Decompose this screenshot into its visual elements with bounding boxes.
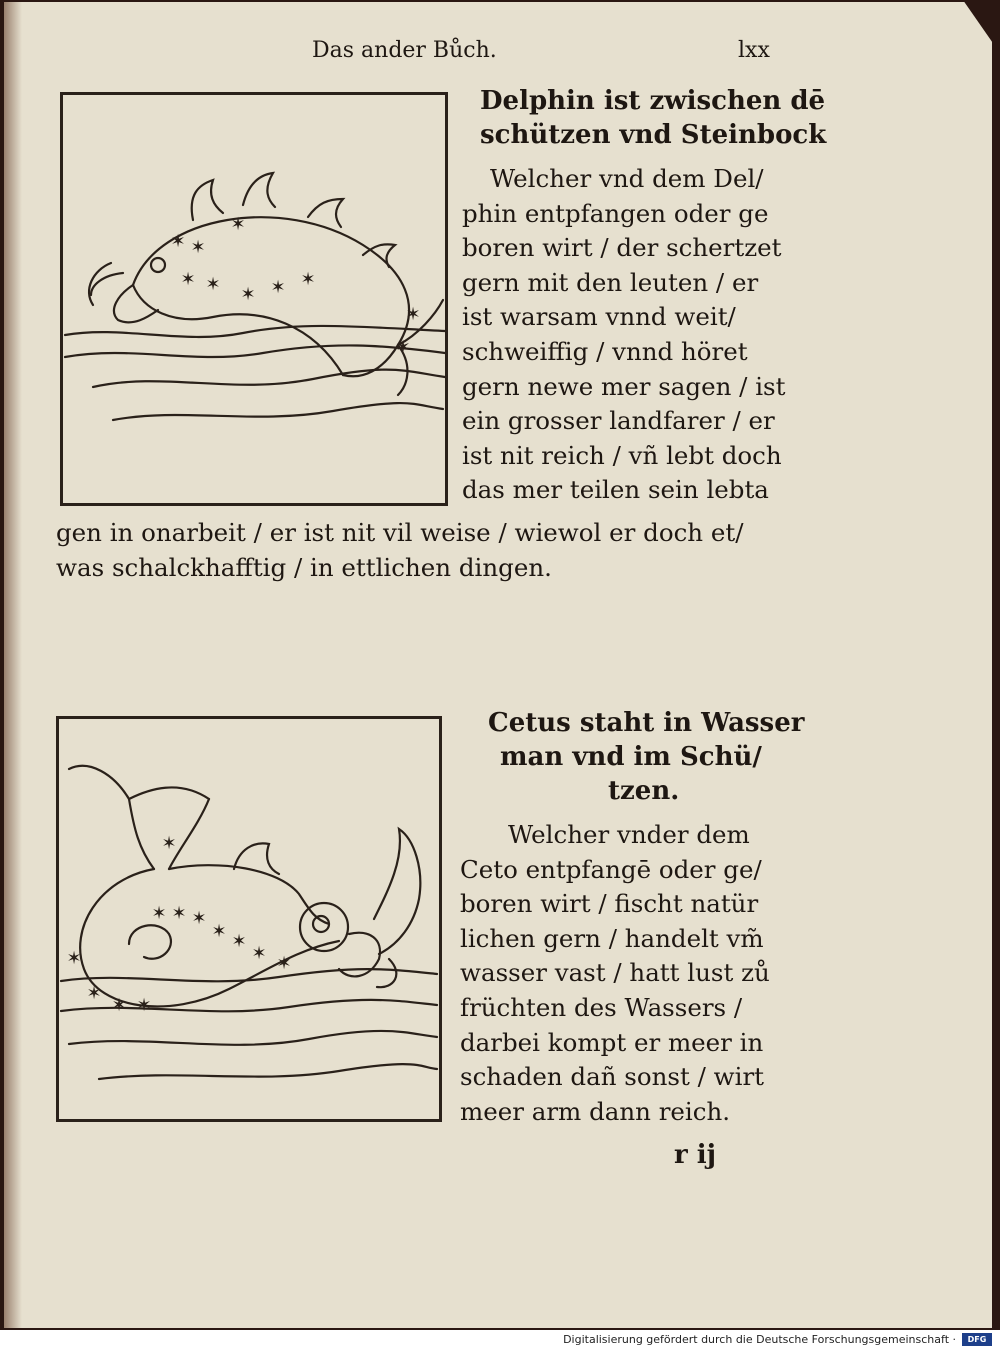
svg-text:✶: ✶	[190, 237, 206, 258]
cetus-heading	[488, 706, 804, 808]
svg-text:✶: ✶	[170, 231, 186, 252]
svg-text:✶: ✶	[180, 269, 196, 290]
dfg-logo-icon: DFG	[962, 1333, 992, 1346]
cetus-body-line-7: darbei kompt er meer in	[460, 1027, 764, 1057]
delphin-heading-line-1: Delphin ist zwischen dē	[480, 86, 826, 116]
signature-mark: r ij	[674, 1140, 717, 1170]
cetus-body-line-4: lichen gern / handelt vm̃	[460, 923, 764, 953]
delphin-woodcut	[60, 92, 448, 506]
delphin-body	[462, 162, 785, 508]
delphin-body-line-1: Welcher vnd dem Del/	[490, 164, 764, 193]
svg-text:✶: ✶	[171, 903, 187, 924]
binding-shadow	[4, 2, 22, 1328]
cetus-heading-line-2: man vnd im Schü/	[500, 742, 762, 772]
delphin-body-line-4: gern mit den leuten / er	[462, 267, 759, 297]
delphin-body-line-10: das mer teilen sein lebta	[462, 475, 769, 505]
svg-text:✶: ✶	[231, 931, 247, 952]
cetus-body-line-9: meer arm dann reich.	[460, 1096, 731, 1126]
dolphin-illustration-icon	[63, 95, 445, 503]
cetus-body-line-8: schaden dañ sonst / wirt	[460, 1062, 765, 1092]
delphin-body-line-7: gern newe mer sagen / ist	[462, 371, 786, 401]
cetus-heading-line-3: tzen.	[608, 776, 680, 806]
svg-text:✶: ✶	[211, 921, 227, 942]
svg-text:✶: ✶	[66, 948, 82, 969]
svg-text:✶: ✶	[136, 995, 152, 1016]
svg-text:✶: ✶	[151, 903, 167, 924]
whale-illustration-icon	[59, 719, 439, 1119]
delphin-wide-line-1: gen in onarbeit / er ist nit vil weise / wiewol er doch et/	[56, 518, 744, 547]
svg-text:✶: ✶	[251, 943, 267, 964]
delphin-body-line-8: ein grosser landfarer / er	[462, 406, 775, 436]
delphin-body-line-5: ist warsam vnnd weit/	[462, 302, 736, 332]
cetus-body-line-5: wasser vast / hatt lust zů	[460, 958, 770, 988]
svg-text:✶: ✶	[161, 833, 177, 854]
delphin-wide-line-2: was schalckhafftig / in ettlichen dingen.	[56, 552, 552, 582]
cetus-heading-line-1: Cetus staht in Wasser	[488, 708, 805, 738]
svg-text:✶: ✶	[405, 304, 421, 325]
svg-text:✶: ✶	[276, 953, 292, 974]
cetus-body-line-2: Ceto entpfangē oder ge/	[460, 854, 762, 884]
cetus-body-line-1: Welcher vnder dem	[508, 820, 750, 849]
delphin-body-line-3: boren wirt / der schertzet	[462, 233, 782, 263]
delphin-wide-text	[56, 516, 743, 585]
delphin-body-line-2: phin entpfangen oder ge	[462, 198, 769, 228]
running-title: Das ander Bůch.	[312, 38, 497, 63]
delphin-body-line-9: ist nit reich / vñ lebt doch	[462, 440, 782, 470]
cetus-body	[460, 818, 770, 1129]
svg-text:✶: ✶	[86, 983, 102, 1004]
delphin-body-line-6: schweiffig / vnnd höret	[462, 336, 748, 366]
svg-text:✶: ✶	[395, 337, 411, 358]
svg-text:✶: ✶	[270, 277, 286, 298]
svg-text:✶: ✶	[205, 274, 221, 295]
folio-number: lxx	[738, 38, 770, 63]
delphin-heading-line-2: schützen vnd Steinbock	[480, 120, 827, 150]
footer-credit: Digitalisierung gefördert durch die Deutsche Forschungsgemeinschaft ·	[563, 1333, 956, 1346]
cetus-body-line-6: früchten des Wassers /	[460, 992, 743, 1022]
svg-text:✶: ✶	[230, 214, 246, 235]
delphin-heading	[480, 84, 826, 152]
footer-bar	[0, 1330, 1000, 1350]
cetus-woodcut	[56, 716, 442, 1122]
svg-text:✶: ✶	[300, 269, 316, 290]
cetus-body-line-3: boren wirt / fischt natür	[460, 889, 759, 919]
svg-text:✶: ✶	[191, 908, 207, 929]
svg-text:✶: ✶	[111, 995, 127, 1016]
svg-text:✶: ✶	[240, 284, 256, 305]
